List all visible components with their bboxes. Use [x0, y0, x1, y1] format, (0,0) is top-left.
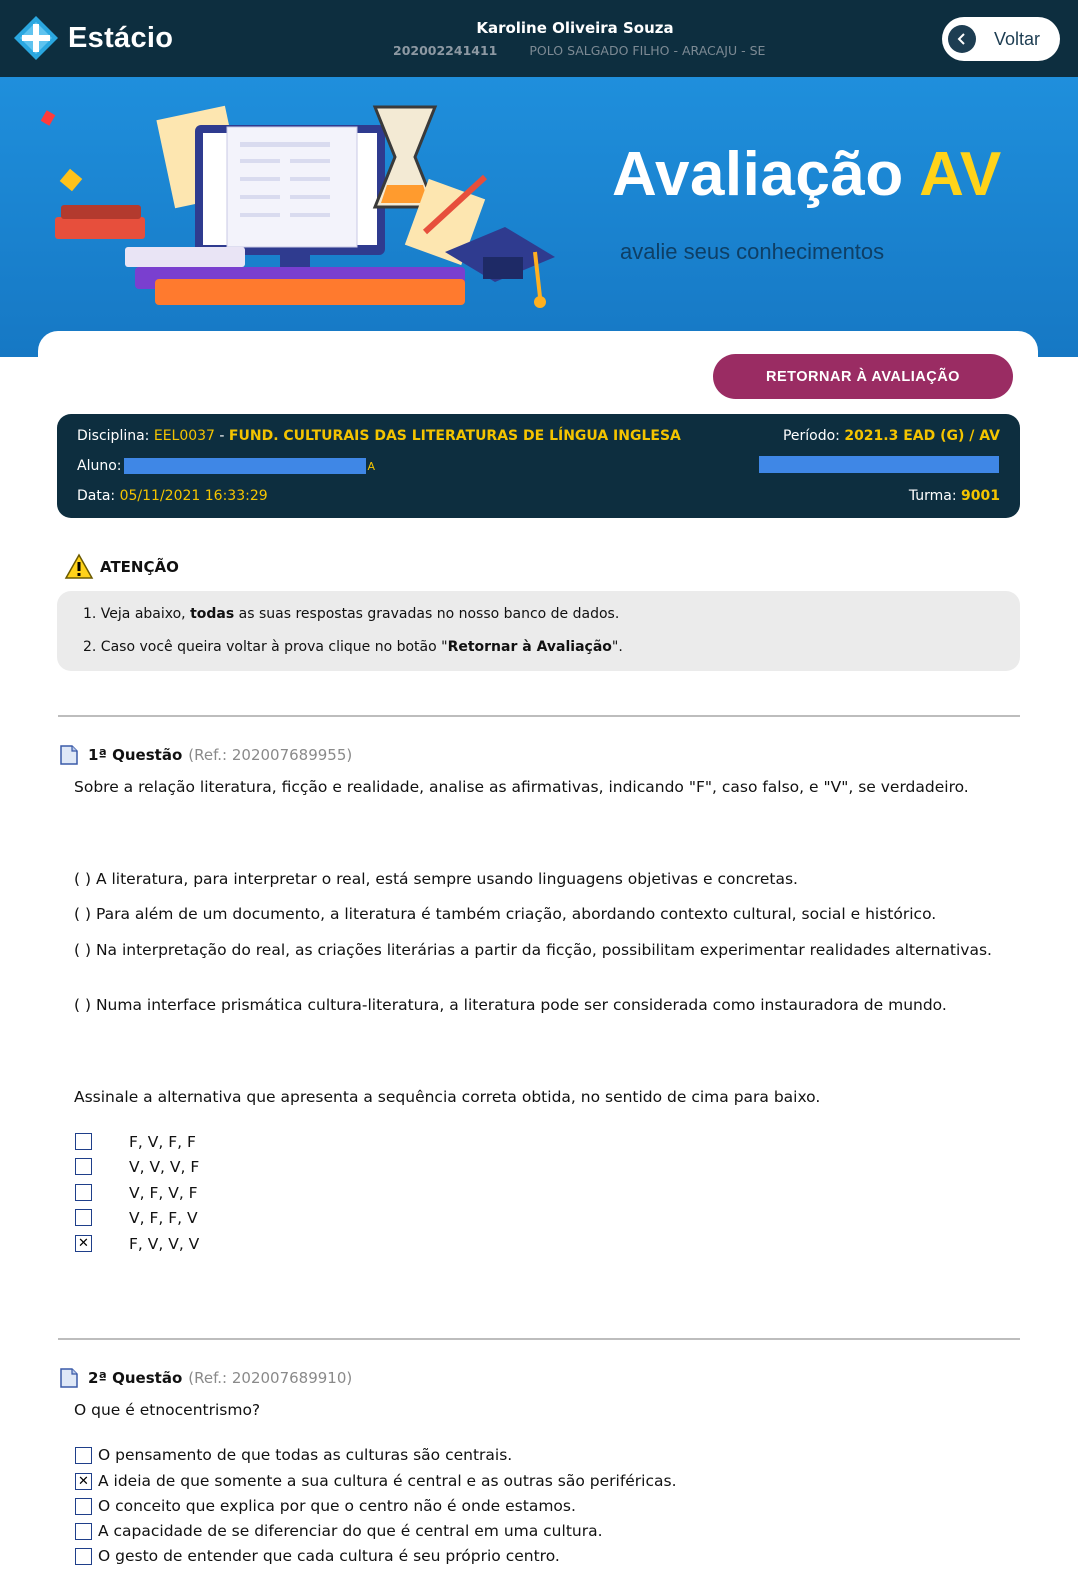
question-1-number: 1ª Questão	[88, 746, 183, 764]
aluno-label: Aluno:	[77, 458, 122, 474]
option-label: O gesto de entender que cada cultura é seu próprio centro.	[98, 1547, 560, 1565]
notice-item-2-pre: 2. Caso você queira voltar à prova clique no botão "	[83, 639, 448, 655]
turma-label: Turma:	[908, 488, 957, 504]
question-2-option-b[interactable]	[75, 1472, 677, 1490]
campus-name: POLO SALGADO FILHO - ARACAJU - SE	[529, 43, 766, 58]
aluno-tail: A	[367, 459, 376, 473]
brand-name: Estácio	[68, 21, 174, 54]
data-value: 05/11/2021 16:33:29	[119, 488, 268, 504]
option-label: F, V, F, F	[129, 1132, 196, 1151]
question-2-option-c[interactable]	[75, 1497, 576, 1515]
disciplina-name: FUND. CULTURAIS DAS LITERATURAS DE LÍNGUA INGLESA	[228, 428, 681, 444]
redacted-field	[759, 456, 999, 473]
disciplina-label: Disciplina:	[77, 428, 150, 444]
option-label: O conceito que explica por que o centro não é onde estamos.	[98, 1497, 576, 1515]
aluno-row	[77, 458, 375, 474]
question-1-option-b[interactable]	[75, 1157, 200, 1176]
chevron-left-icon	[948, 25, 976, 53]
option-label: A ideia de que somente a sua cultura é central e as outras são periféricas.	[98, 1472, 677, 1490]
checkbox-checked[interactable]	[75, 1473, 92, 1490]
checkbox[interactable]	[75, 1498, 92, 1515]
question-1-option-e[interactable]	[75, 1234, 200, 1253]
checkbox[interactable]	[75, 1523, 92, 1540]
document-icon	[60, 1368, 78, 1388]
notice-item-2-post: ".	[611, 639, 623, 655]
question-2-number: 2ª Questão	[88, 1369, 183, 1387]
exam-info-box	[57, 414, 1020, 518]
question-1-option-a[interactable]	[75, 1132, 196, 1151]
data-label: Data:	[77, 488, 116, 504]
banner-subtitle: avalie seus conhecimentos	[620, 239, 885, 264]
user-name: Karoline Oliveira Souza	[476, 19, 674, 37]
question-1-statement-1: ( ) A literatura, para interpretar o real, está sempre usando linguagens objetivas e concretas.	[74, 870, 798, 888]
checkbox[interactable]	[75, 1209, 92, 1226]
attention-notice	[57, 591, 1020, 671]
attention-title: ATENÇÃO	[100, 557, 179, 576]
question-1-prompt: Sobre a relação literatura, ficção e realidade, analise as afirmativas, indicando "F", caso falso, e "V", se verdadeiro.	[74, 778, 969, 796]
option-label: O pensamento de que todas as culturas são centrais.	[98, 1446, 513, 1464]
student-id: 202002241411	[393, 43, 498, 58]
redacted-student-name	[124, 458, 366, 474]
disciplina-separator: -	[214, 428, 229, 444]
checkbox[interactable]	[75, 1158, 92, 1175]
periodo-row	[783, 428, 1000, 444]
option-label: V, F, F, V	[129, 1208, 198, 1227]
option-label: V, V, V, F	[129, 1157, 200, 1176]
banner-title	[612, 139, 1002, 210]
periodo-label: Período:	[782, 428, 840, 444]
warning-icon	[64, 553, 94, 580]
user-meta	[393, 43, 765, 58]
disciplina-code: EEL0037	[153, 428, 215, 444]
attention-header	[64, 553, 179, 580]
turma-value: 9001	[961, 488, 1000, 504]
section-divider	[58, 1338, 1020, 1340]
question-2-ref: (Ref.: 202007689910)	[188, 1369, 353, 1387]
evaluation-banner	[0, 77, 1078, 357]
question-1-statement-3: ( ) Na interpretação do real, as criações literárias a partir da ficção, possibilitam experimentar realidades alternativas.	[74, 941, 992, 959]
question-2-option-e[interactable]	[75, 1547, 560, 1565]
notice-item-1	[83, 606, 619, 622]
section-divider	[58, 715, 1020, 717]
question-1-statement-4: ( ) Numa interface prismática cultura-literatura, a literatura pode ser considerada como instauradora de mundo.	[74, 996, 947, 1014]
question-2-header	[60, 1368, 352, 1388]
question-1-option-c[interactable]	[75, 1183, 198, 1202]
question-1-header	[60, 745, 352, 765]
banner-title-main: Avaliação	[612, 140, 904, 209]
notice-item-1-pre: 1. Veja abaixo,	[83, 606, 191, 622]
question-2-prompt: O que é etnocentrismo?	[74, 1401, 261, 1419]
question-1-ref: (Ref.: 202007689955)	[188, 746, 353, 764]
checkbox[interactable]	[75, 1548, 92, 1565]
question-2-option-a[interactable]	[75, 1446, 512, 1464]
notice-item-2-bold: Retornar à Avaliação	[447, 639, 612, 655]
option-label: V, F, V, F	[129, 1183, 198, 1202]
question-1-option-d[interactable]	[75, 1208, 198, 1227]
periodo-value: 2021.3 EAD (G) / AV	[844, 428, 1000, 444]
banner-title-accent: AV	[919, 140, 1002, 209]
question-2-option-d[interactable]	[75, 1522, 603, 1540]
question-1-instruction: Assinale a alternativa que apresenta a sequência correta obtida, no sentido de cima para baixo.	[74, 1088, 821, 1106]
back-button[interactable]	[942, 17, 1060, 61]
study-illustration-icon	[35, 97, 575, 337]
checkbox[interactable]	[75, 1133, 92, 1150]
notice-item-2	[83, 639, 623, 655]
data-row	[77, 488, 268, 504]
checkbox[interactable]	[75, 1184, 92, 1201]
turma-row	[909, 488, 1000, 504]
option-label: A capacidade de se diferenciar do que é central em uma cultura.	[98, 1522, 603, 1540]
question-1-statement-2: ( ) Para além de um documento, a literatura é também criação, abordando contexto cultural, social e histórico.	[74, 905, 937, 923]
checkbox[interactable]	[75, 1447, 92, 1464]
top-header	[0, 0, 1078, 77]
disciplina-row	[77, 428, 681, 444]
return-to-evaluation-button[interactable]: RETORNAR À AVALIAÇÃO	[713, 354, 1013, 399]
checkbox-checked[interactable]	[75, 1235, 92, 1252]
document-icon	[60, 745, 78, 765]
notice-item-1-post: as suas respostas gravadas no nosso banco de dados.	[234, 606, 620, 622]
back-label: Voltar	[994, 28, 1041, 49]
notice-item-1-bold: todas	[190, 606, 235, 622]
option-label: F, V, V, V	[129, 1234, 200, 1253]
